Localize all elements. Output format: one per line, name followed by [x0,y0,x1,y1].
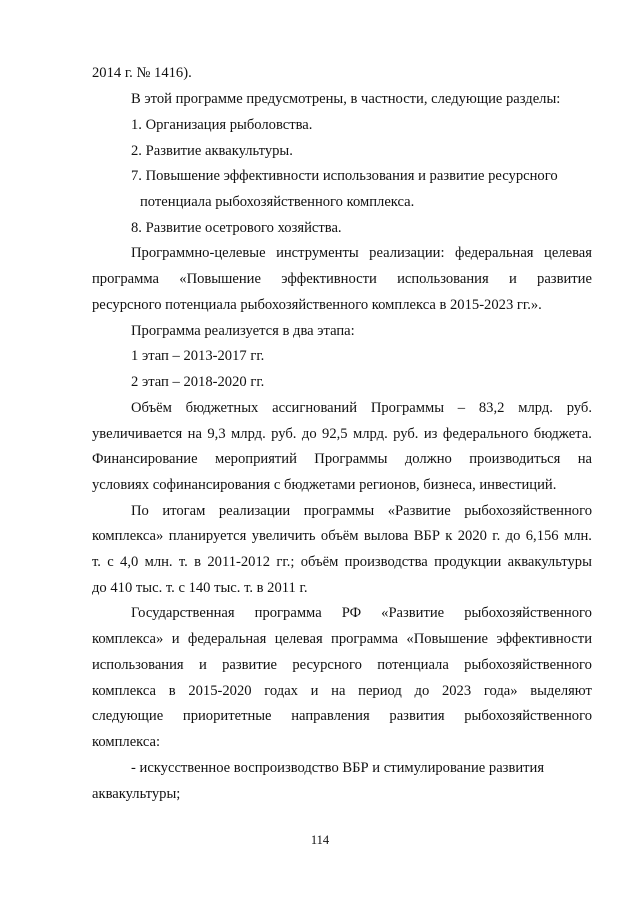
text-line: комплекса: [92,734,161,750]
word: т. [178,554,188,570]
word: По [131,503,149,519]
word: увеличить [251,528,316,544]
word: федерального [442,426,529,442]
text-line: 7. Повышение эффективности использования и развитие ресурсного [131,168,558,184]
justified-line [92,553,592,571]
word: 4,0 [120,554,139,570]
word: «Повышение [179,271,261,287]
word: направления [291,708,370,724]
word: 2023 [441,683,472,699]
word: Программно-целевые [131,245,266,261]
word: т. [92,554,101,570]
word: на [577,451,592,467]
word: рыбохозяйственного [464,657,592,673]
word: развития [389,708,445,724]
word: следующие [92,708,164,724]
word: млрд. [518,400,553,416]
word: «Повышение [406,631,489,647]
word: «Развитие [381,605,445,621]
word: реализации [218,503,291,519]
justified-line [131,244,592,262]
justified-line [131,604,592,622]
text-line: В этой программе предусмотрены, в частности, следующие разделы: [131,91,561,107]
justified-line [131,399,592,417]
word: на [331,683,346,699]
word: и [171,631,180,647]
justified-line [92,630,592,648]
word: ВБР [413,528,440,544]
justified-line [131,502,592,520]
word: и [198,657,207,673]
word: 9,3 [207,426,226,442]
word: итогам [162,503,206,519]
word: ассигнований [272,400,358,416]
word: гг.; [276,554,295,570]
word: руб. [566,400,592,416]
text-line: до 410 тыс. т. с 140 тыс. т. в 2011 г. [92,580,308,596]
word: рыбохозяйственного [464,708,592,724]
word: бюджета. [533,426,592,442]
word: инструменты [276,245,359,261]
word: к [445,528,453,544]
word: объём [300,554,339,570]
word: до [505,528,521,544]
word: объём [320,528,359,544]
word: годах [264,683,298,699]
word: программа [92,271,160,287]
word: период [358,683,402,699]
word: 83,2 [478,400,505,416]
word: развитие [222,657,278,673]
word: РФ [341,605,362,621]
word: из [423,426,438,442]
page-number: 114 [310,833,330,847]
word: г. [492,528,501,544]
text-line: - искусственное воспроизводство ВБР и стимулирование развития [131,760,545,776]
word: рыбохозяйственного [464,605,592,621]
justified-line [92,707,592,725]
word: комплекса» [92,528,164,544]
word: планируется [168,528,247,544]
text-line: 2. Развитие аквакультуры. [131,143,293,159]
word: реализации: [369,245,445,261]
justified-line [92,682,592,700]
word: использования [397,271,489,287]
word: увеличивается [92,426,183,442]
word: целевая [544,245,592,261]
word: до [414,683,430,699]
word: аквакультуры [507,554,592,570]
word: 2015-2020 [188,683,252,699]
word: года» [483,683,518,699]
text-line: ресурсного потенциала рыбохозяйственного комплекса в 2015-2023 гг.». [92,297,542,313]
justified-line [92,270,592,288]
text-line: 2 этап – 2018-2020 гг. [131,374,265,390]
word: млрд. [231,426,266,442]
word: программа [331,631,399,647]
word: руб. [393,426,419,442]
word: производства [344,554,428,570]
word: развитие [537,271,592,287]
justified-line [92,450,592,468]
word: потенциала [377,657,449,673]
word: – [457,400,466,416]
word: на [187,426,202,442]
text-line: 2014 г. № 1416). [92,65,192,81]
word: Объём [131,400,172,416]
word: с [107,554,114,570]
justified-line [92,425,592,443]
word: 2020 [457,528,487,544]
word: 2011-2012 [207,554,271,570]
word: в [194,554,202,570]
word: Государственная [131,605,235,621]
text-line: 1. Организация рыболовства. [131,117,313,133]
justified-line [92,656,592,674]
text-line: потенциала рыбохозяйственного комплекса. [140,194,415,210]
word: производиться [469,451,561,467]
word: и [508,271,517,287]
word: до [301,426,317,442]
word: «Развитие [387,503,451,519]
word: Программы [370,400,445,416]
word: федеральная [455,245,534,261]
word: комплекса [92,683,157,699]
word: продукции [434,554,502,570]
word: выделяют [530,683,592,699]
word: комплекса» [92,631,164,647]
word: должно [404,451,452,467]
word: бюджетных [185,400,259,416]
word: использования [92,657,184,673]
word: приоритетные [182,708,272,724]
word: 6,156 [525,528,559,544]
word: мероприятий [214,451,297,467]
text-line: 1 этап – 2013-2017 гг. [131,348,265,364]
word: руб. [271,426,297,442]
text-line: 8. Развитие осетрового хозяйства. [131,220,342,236]
word: 92,5 [322,426,348,442]
word: вылова [363,528,409,544]
justified-line [92,527,592,545]
word: в [168,683,176,699]
text-line: условиях софинансирования с бюджетами регионов, бизнеса, инвестиций. [92,477,557,493]
word: программы [303,503,375,519]
word: Финансирование [92,451,198,467]
word: Программы [314,451,388,467]
word: программа [254,605,322,621]
word: рыбохозяйственного [464,503,592,519]
word: и [310,683,319,699]
word: эффективности [496,631,592,647]
word: млн. [144,554,173,570]
word: млн. [563,528,592,544]
text-line: Программа реализуется в два этапа: [131,323,355,339]
word: млрд. [353,426,388,442]
word: целевая [274,631,323,647]
word: ресурсного [292,657,362,673]
word: эффективности [281,271,377,287]
text-line: аквакультуры; [92,786,181,802]
word: федеральная [187,631,267,647]
